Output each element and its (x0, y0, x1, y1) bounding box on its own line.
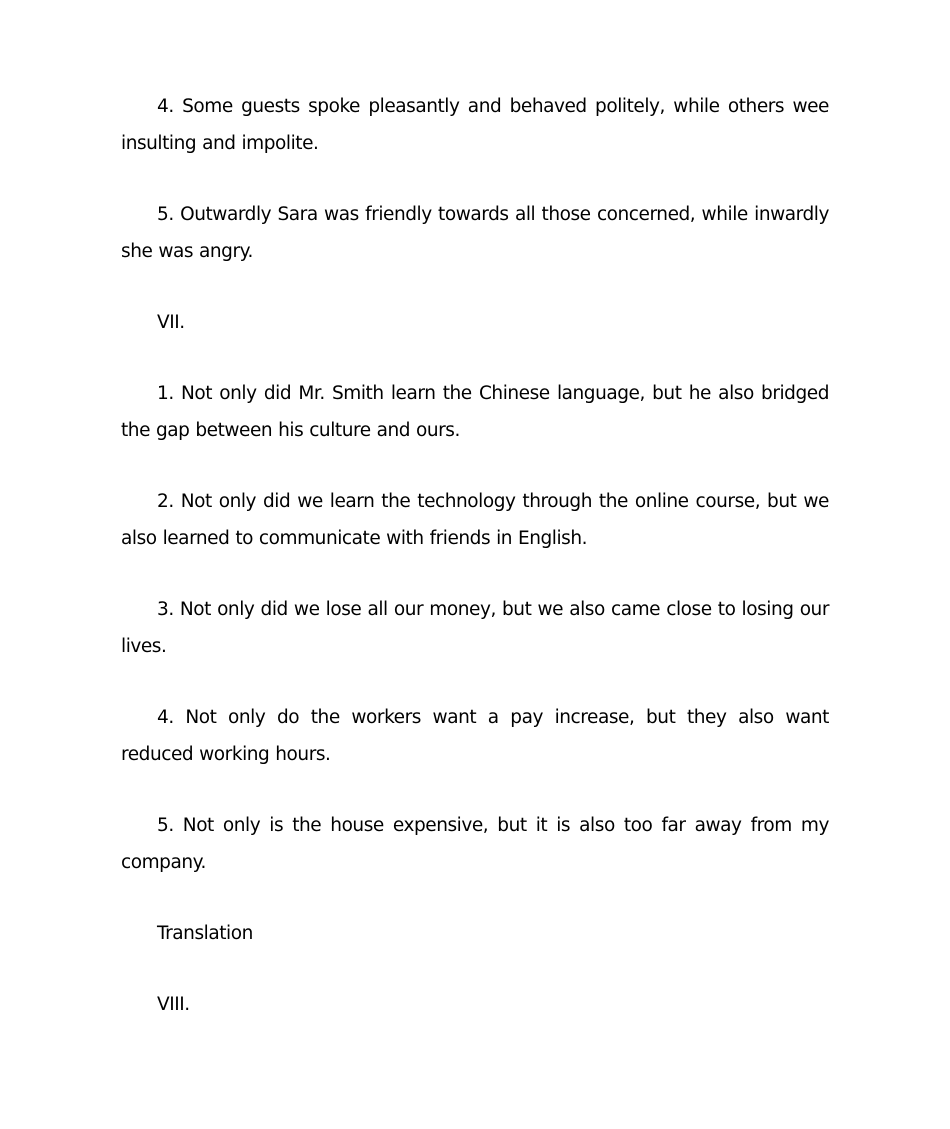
paragraph-item-3-money: 3. Not only did we lose all our money, but we also came close to losing our lives. (121, 599, 829, 657)
paragraph-item-4-guests: 4. Some guests spoke pleasantly and behaved politely, while others wee insulting and impolite. (121, 96, 829, 154)
paragraph-item-4-workers: 4. Not only do the workers want a pay increase, but they also want reduced working hours. (121, 707, 829, 765)
paragraph-item-5-sara: 5. Outwardly Sara was friendly towards all those concerned, while inwardly she was angry. (121, 204, 829, 262)
document-page (121, 88, 829, 1057)
paragraph-item-1-smith: 1. Not only did Mr. Smith learn the Chinese language, but he also bridged the gap between his culture and ours. (121, 383, 829, 441)
paragraph-item-5-house: 5. Not only is the house expensive, but it is also too far away from my company. (121, 815, 829, 873)
section-heading-translation: Translation (157, 923, 253, 944)
section-heading-viii: VIII. (157, 994, 190, 1015)
section-heading-vii: VII. (157, 312, 185, 333)
paragraph-item-2-online-course: 2. Not only did we learn the technology through the online course, but we also learned to communicate with friends in English. (121, 491, 829, 549)
